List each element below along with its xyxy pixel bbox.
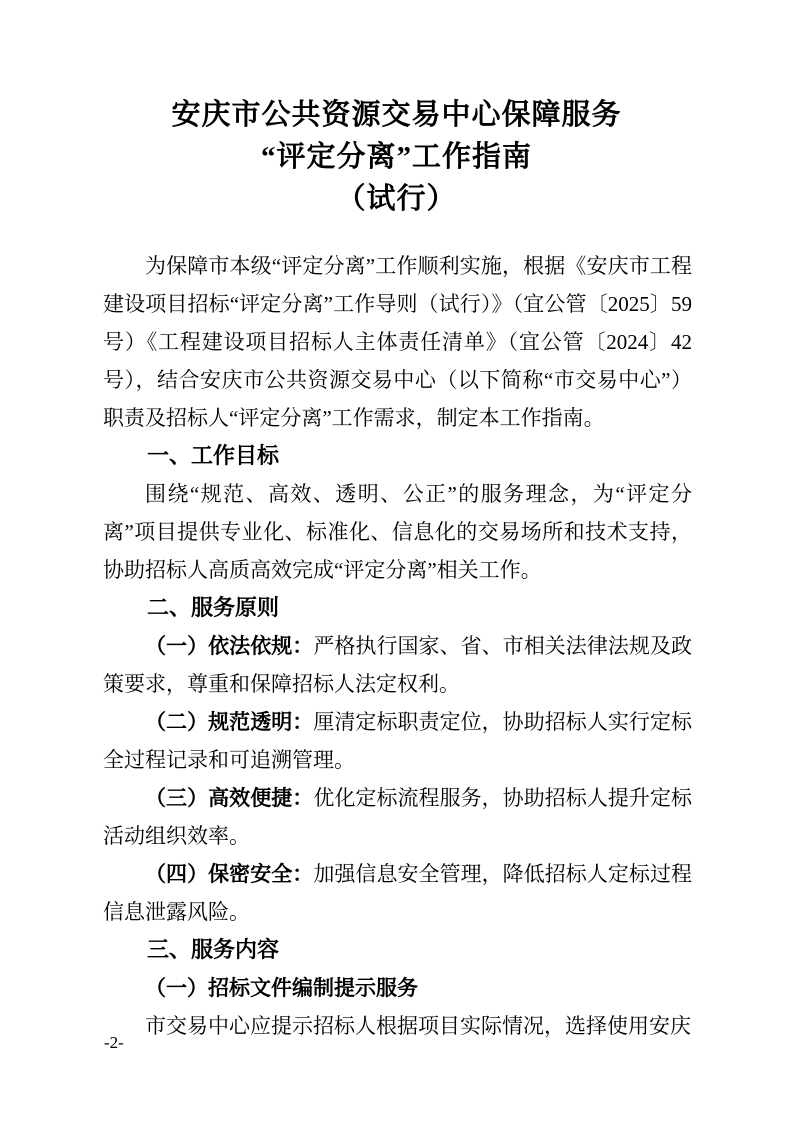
body-paragraph: 围绕“规范、高效、透明、公正”的服务理念，为“评定分离”项目提供专业化、标准化、信息化的交易场所和技术支持，协助招标人高质高效完成“评定分离”相关工作。 [103, 482, 692, 582]
body-blocks [103, 247, 692, 1045]
section-heading: 二、服务原则 [147, 595, 280, 620]
body-paragraph: （二）规范透明：厘清定标职责定位，协助招标人实行定标全过程记录和可追溯管理。 [103, 710, 693, 772]
section-heading: 一、工作目标 [147, 443, 280, 468]
body-paragraph: 市交易中心应提示招标人根据项目实际情况，选择使用安庆 [145, 1014, 691, 1038]
paragraph-lead-label: （四）保密安全： [145, 862, 314, 886]
paragraph-lead-label: （二）规范透明： [145, 710, 314, 734]
sub-heading: （一）招标文件编制提示服务 [145, 976, 418, 1000]
body-paragraph: （一）依法依规：严格执行国家、省、市相关法律法规及政策要求，尊重和保障招标人法定权利。 [103, 634, 693, 696]
paragraph-lead-label: （三）高效便捷： [145, 786, 314, 810]
body-paragraph: （四）保密安全：加强信息安全管理，降低招标人定标过程信息泄露风险。 [103, 862, 693, 924]
body-paragraph: 为保障市本级“评定分离”工作顺利实施，根据《安庆市工程建设项目招标“评定分离”工作导则（试行）》（宜公管〔2025〕59 号）《工程建设项目招标人主体责任清单》（宜公管〔2024〕42 号），结合安庆市公共资源交易中心（以下简称“市交易中心”）职责及招标人“评定分离”工作需求，制定本工作指南。 [103, 254, 692, 430]
document-title-line1: 安庆市公共资源交易中心保障服务 [171, 99, 622, 131]
document-title-line3: （试行） [336, 183, 457, 215]
page-number: -2- [104, 1033, 124, 1052]
section-heading: 三、服务内容 [147, 937, 280, 962]
paragraph-lead-label: （一）依法依规： [145, 634, 314, 658]
body-paragraph: （三）高效便捷：优化定标流程服务，协助招标人提升定标活动组织效率。 [103, 786, 693, 848]
document-title-line2: “评定分离”工作指南 [260, 141, 532, 173]
document-title [0, 94, 793, 220]
